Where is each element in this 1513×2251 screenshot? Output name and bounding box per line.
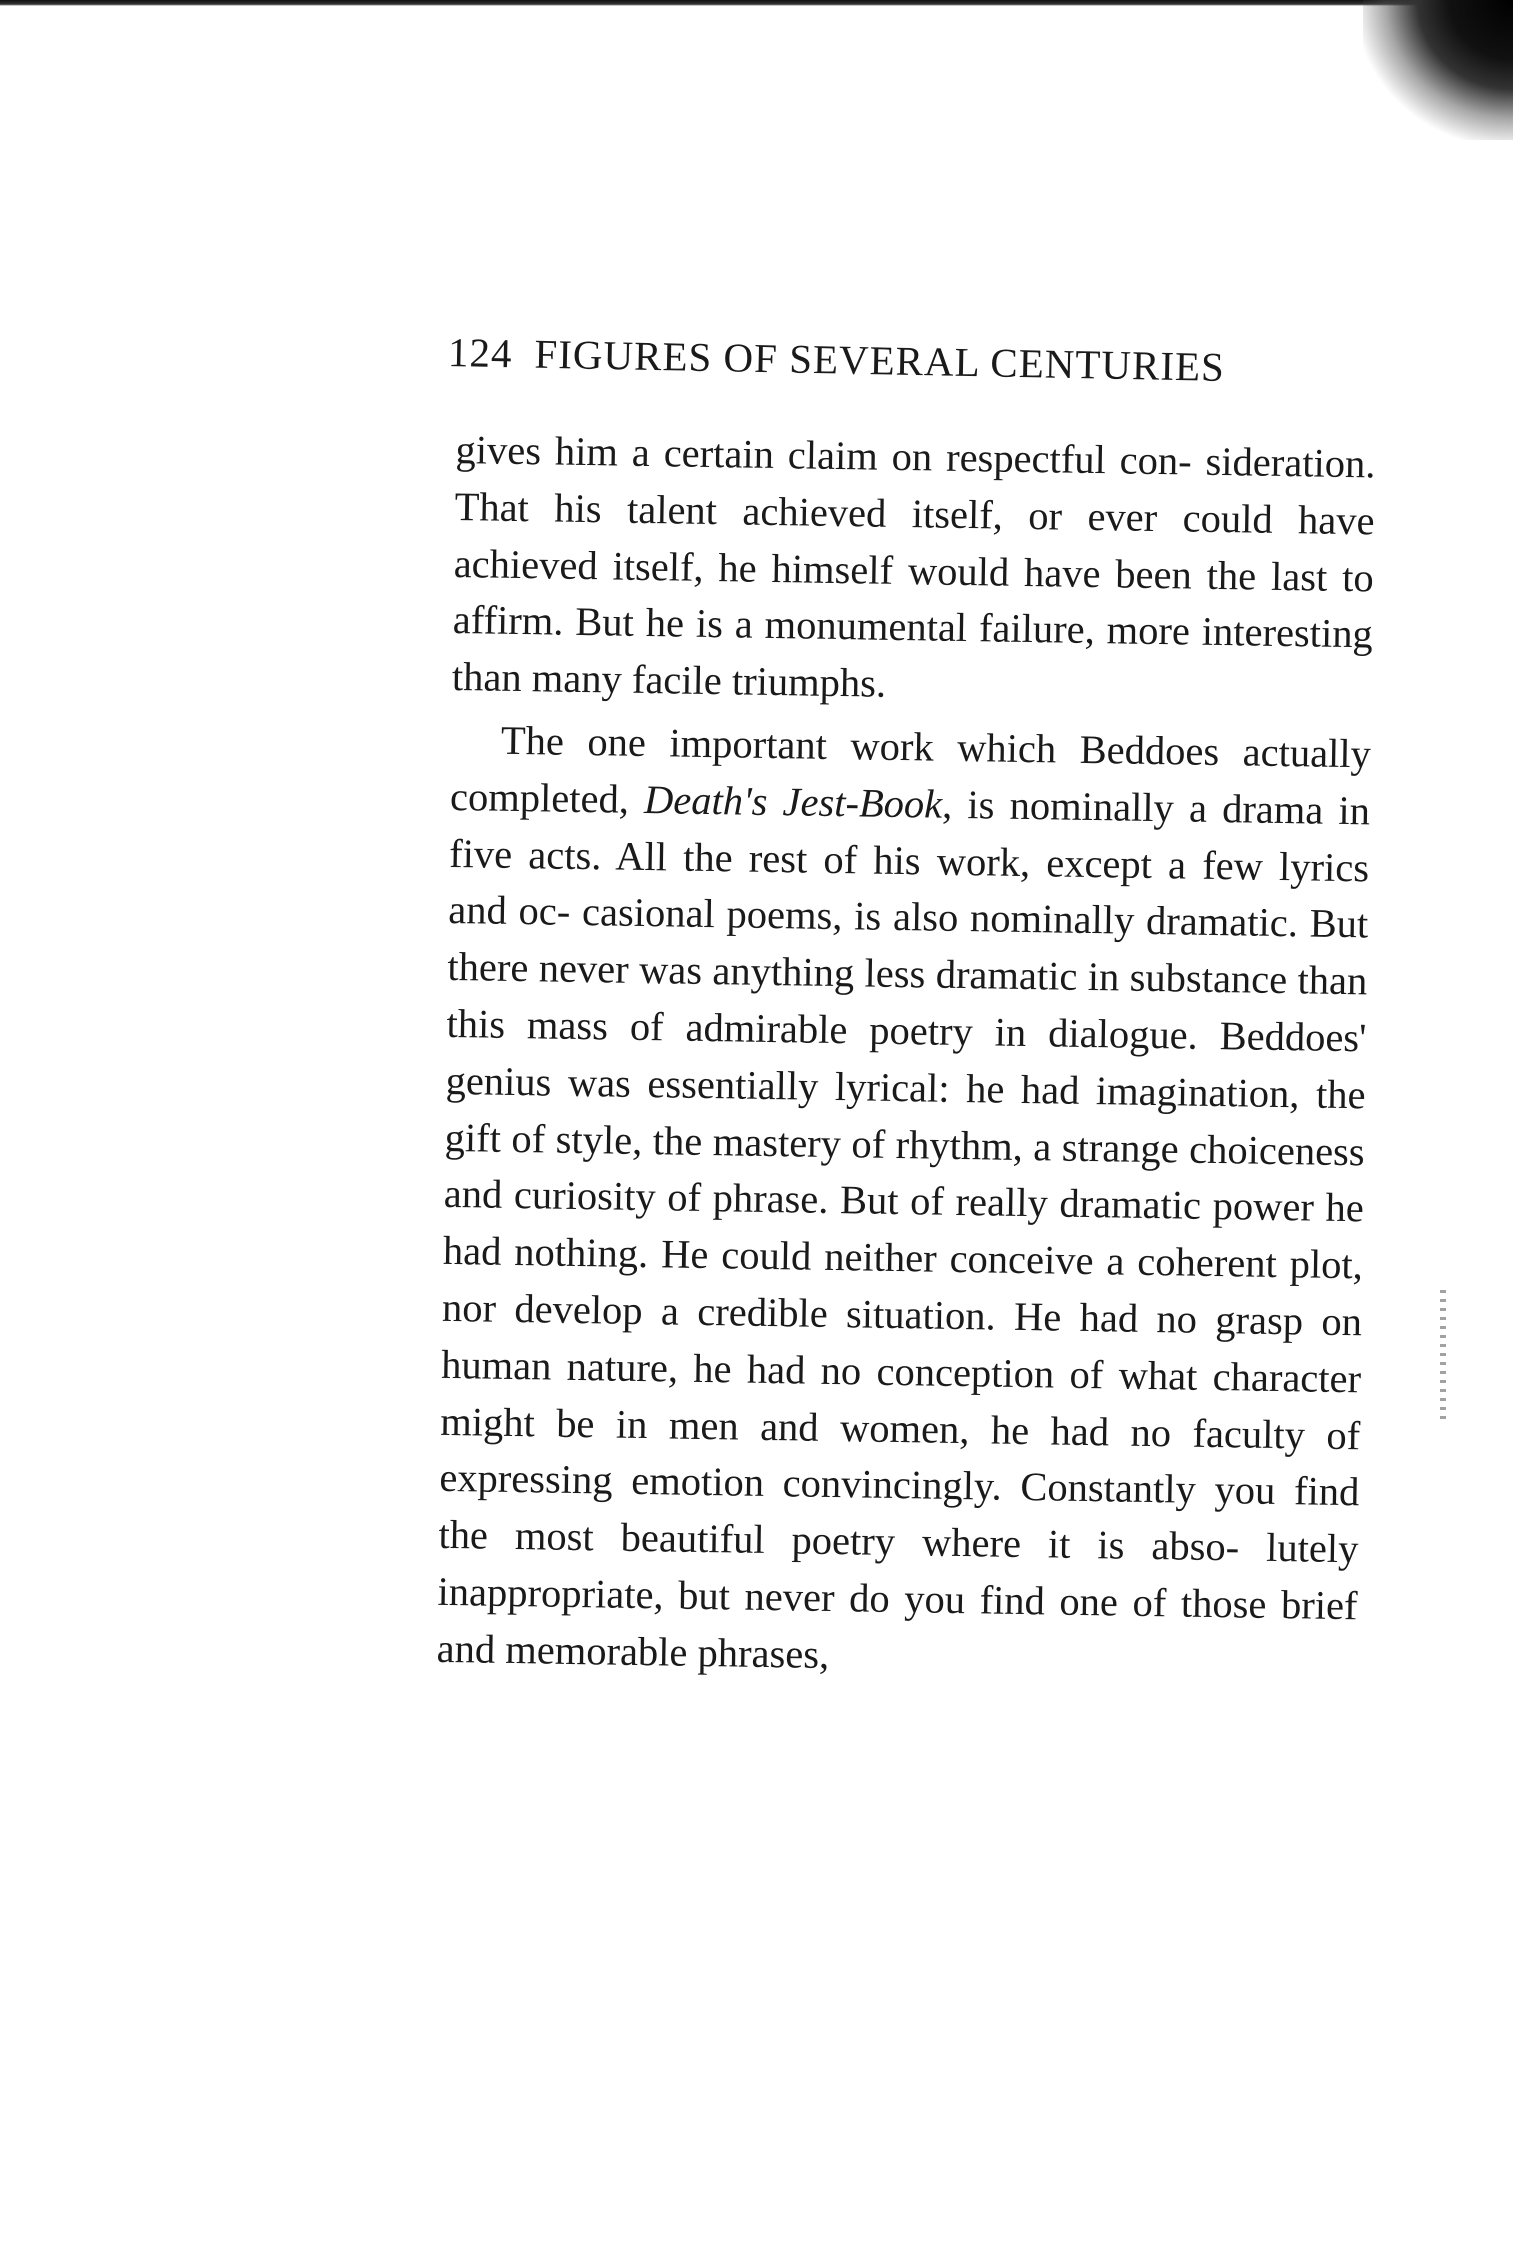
running-title: FIGURES OF SEVERAL CENTURIES (534, 330, 1226, 390)
running-head (448, 328, 1389, 394)
scan-corner-shadow (1363, 0, 1513, 140)
paragraph-1-text: gives him a certain claim on respectful con- sideration. That his talent achieved itself, or ever could have achieved itself, he himself would have been the last to affirm. But he is a monumental failure, more interesting than many facile triumphs. (451, 426, 1376, 706)
book-title-italic: Death's Jest-Book (643, 776, 943, 827)
page-number: 124 (447, 329, 513, 377)
scan-edge-shadow (0, 0, 1513, 6)
scan-margin-specks (1440, 1290, 1446, 1420)
paragraph-2 (436, 712, 1371, 1692)
paragraph-2-text-rest: , is nominally a drama in five acts. All the rest of his work, except a few lyrics and oc- casional poems, is also nominally dramatic. But there never was anything less dramatic in substance than this mass of admirable poetry in dialogue. Beddoes' genius was essentially lyrical: he had imagination, the gift of style, the mastery of rhythm, a strange choiceness and curiosity of phrase. But of really dramatic power he had nothing. He could neither conceive a coherent plot, nor develop a credible situation. He had no grasp on human nature, he had no conception of what character might be in men and women, he had no faculty of expressing emotion convincingly. Constantly you find the most beautiful poetry where it is abso- lutely inappropriate, but never do you find one of those brief and memorable phrases, (436, 781, 1371, 1677)
paragraph-1 (452, 422, 1376, 720)
body-text (436, 422, 1376, 1692)
paragraph-2-text-start: The one important work which Beddoes actually completed, (449, 717, 1372, 822)
